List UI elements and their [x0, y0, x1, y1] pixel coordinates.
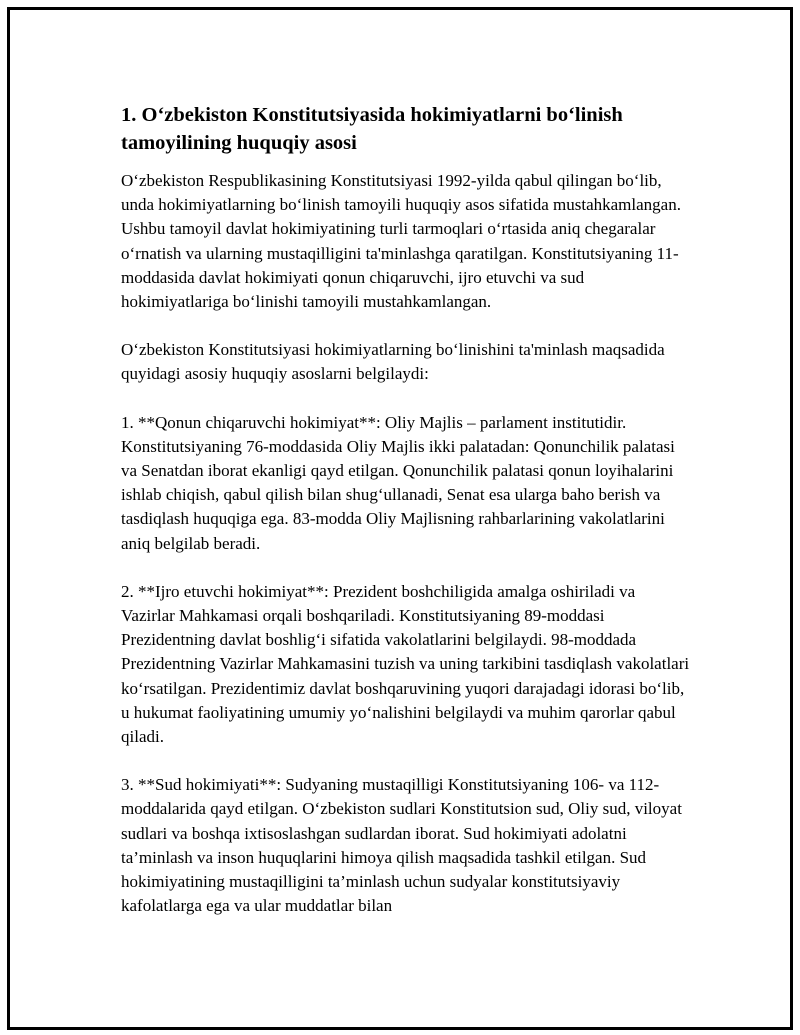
paragraph-judicial: 3. **Sud hokimiyati**: Sudyaning mustaqilligi Konstitutsiyaning 106- va 112-moddalarida qayd etilgan. O‘zbekiston sudlari Konstitutsion sud, Oliy sud, viloyat sudlari va boshqa ixtisoslashgan sudlardan iborat. Sud hokimiyati adolatni ta’minlash va inson huquqlarini himoya qilish maqsadida tashkil etilgan. Sud hokimiyatining mustaqilligini ta’minlash uchun sudyalar konstitutsiyaviy kafolatlarga ega va ular muddatlar bilan — [121, 775, 682, 916]
paragraph-executive: 2. **Ijro etuvchi hokimiyat**: Prezident boshchiligida amalga oshiriladi va Vazirlar Mahkamasi orqali boshqariladi. Konstitutsiyaning 89-moddasi Prezidentning davlat boshlig‘i sifatida vakolatlarini belgilaydi. 98-moddada Prezidentning Vazirlar Mahkamasini tuzish va uning tarkibini tasdiqlash vakolatlari ko‘rsatilgan. Prezidentimiz davlat boshqaruvining yuqori darajadagi idorasi bo‘lib, u hukumat faoliyatining umumiy yo‘nalishini belgilaydi va muhim qarorlar qabul qiladi. — [121, 581, 690, 747]
paragraph-intro: O‘zbekiston Respublikasining Konstitutsiyasi 1992-yilda qabul qilingan bo‘lib, unda hokimiyatlarning bo‘linish tamoyili huquqiy asos sifatida mustahkamlangan. Ushbu tamoyil davlat hokimiyatining turli tarmoqlari o‘rtasida aniq chegaralar o‘rnatish va ularning mustaqilligini ta'minlashga qaratilgan. Konstitutsiyaning 11-moddasida davlat hokimiyati qonun chiqaruvchi, ijro etuvchi va sud hokimiyatlariga bo‘linishi tamoyili mustahkamlangan. — [121, 171, 681, 312]
paragraph-legal-bases: O‘zbekiston Konstitutsiyasi hokimiyatlarning bo‘linishini ta'minlash maqsadida quyidagi asosiy huquqiy asoslarni belgilaydi: — [121, 340, 665, 384]
page-frame — [7, 7, 793, 1030]
section-heading: 1. O‘zbekiston Konstitutsiyasida hokimiyatlarni bo‘linish tamoyilining huquqiy asosi — [121, 104, 623, 154]
paragraph-legislative: 1. **Qonun chiqaruvchi hokimiyat**: Oliy Majlis – parlament institutidir. Konstitutsiyaning 76-moddasida Oliy Majlis ikki palatadan: Qonunchilik palatasi va Senatdan iborat ekanligi qayd etilgan. Qonunchilik palatasi qonun loyihalarini ishlab chiqish, qabul qilish bilan shug‘ullanadi, Senat esa ularga baho berish va tasdiqlash huquqiga ega. 83-modda Oliy Majlisning rahbarlarining vakolatlarini aniq belgilab beradi. — [121, 412, 675, 553]
document-body — [121, 101, 691, 918]
